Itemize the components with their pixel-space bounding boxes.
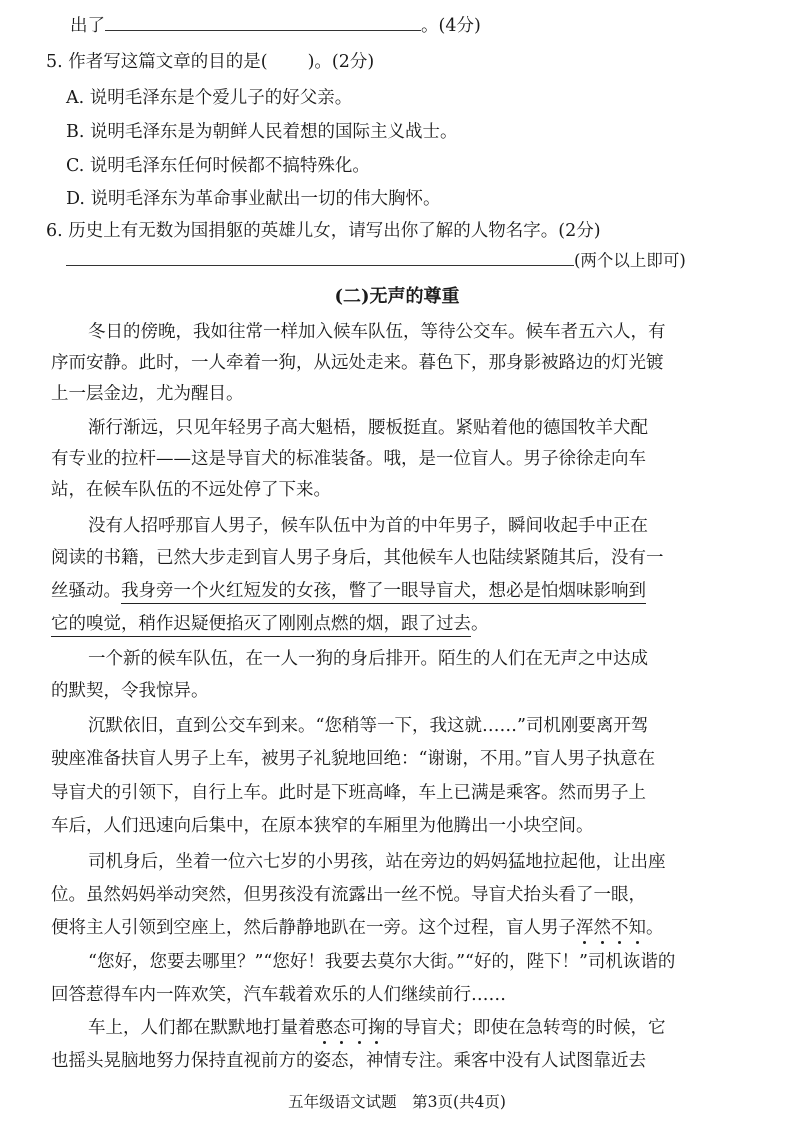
p7-line-2: 回答惹得车内一阵欢笑，汽车载着欢乐的人们继续前行……: [51, 985, 506, 1005]
p6-line-1: 司机身后，坐着一位六七岁的小男孩，站在旁边的妈妈猛地拉起他，让出座: [88, 852, 666, 872]
q6-note: (两个以上即可): [574, 251, 686, 270]
q6-answer-blank[interactable]: [66, 249, 574, 266]
p8-line-1: 车上，人们都在默默地打量着憨态可掬的导盲犬；即使在急转弯的时候，它: [88, 1018, 666, 1038]
q6-stem: 6. 历史上有无数为国捐躯的英雄儿女，请写出你了解的人物名字。(2分): [46, 221, 601, 241]
p1-line-1: 冬日的傍晚，我如往常一样加入候车队伍，等待公交车。候车者五六人，有: [88, 322, 666, 342]
p1-line-3: 上一层金边，尤为醒目。: [51, 384, 244, 404]
p5-line-1: 沉默依旧，直到公交车到来。“您稍等一下，我这就……”司机刚要离开驾: [88, 716, 649, 736]
emphasis-dotted-word: 浑然不知: [576, 918, 646, 938]
p2-line-1: 渐行渐远，只见年轻男子高大魁梧，腰板挺直。紧贴着他的德国牧羊犬配: [88, 418, 648, 438]
q5-option-b: B. 说明毛泽东是为朝鲜人民着想的国际主义战士。: [66, 122, 458, 142]
underlined-sentence: 我身旁一个火红短发的女孩，瞥了一眼导盲犬，想必是怕烟味影响到: [121, 581, 646, 604]
p5-line-4: 车后，人们迅速向后集中，在原本狭窄的车厢里为他腾出一小块空间。: [51, 816, 594, 836]
p3-line-4: 它的嗅觉，稍作迟疑便掐灭了刚刚点燃的烟，跟了过去。: [51, 612, 489, 636]
p5-line-2: 驶座准备扶盲人男子上车，被男子礼貌地回绝：“谢谢，不用。”盲人男子执意在: [51, 749, 656, 769]
p2-line-3: 站，在候车队伍的不远处停了下来。: [51, 480, 331, 500]
page-footer: 五年级语文试题 第3页(共4页): [288, 1093, 506, 1111]
p3-line-2: 阅读的书籍，已然大步走到盲人男子身后，其他候车人也陆续紧随其后，没有一: [51, 548, 664, 568]
q4-tail-text: 出了: [70, 16, 105, 36]
p8-line-2: 也摇头晃脑地努力保持直视前方的姿态，神情专注。乘客中没有人试图靠近去: [51, 1051, 646, 1071]
p7-line-1: “您好，您要去哪里？”“您好！我要去莫尔大街。”“好的，陛下！”司机诙谐的: [88, 952, 676, 972]
p2-line-2: 有专业的拉杆——这是导盲犬的标准装备。哦，是一位盲人。男子徐徐走向车: [51, 449, 646, 469]
p4-line-2: 的默契，令我惊异。: [51, 681, 209, 701]
underlined-sentence-cont: 它的嗅觉，稍作迟疑便掐灭了刚刚点燃的烟，跟了过去: [51, 614, 471, 637]
p1-line-2: 序而安静。此时，一人牵着一狗，从远处走来。暮色下，那身影被路边的灯光镀: [51, 353, 664, 373]
q5-option-d: D. 说明毛泽东为革命事业献出一切的伟大胸怀。: [66, 189, 441, 209]
passage-title: (二)无声的尊重: [334, 286, 460, 307]
p3-line-1: 没有人招呼那盲人男子，候车队伍中为首的中年男子，瞬间收起手中正在: [88, 516, 648, 536]
q6-answer-line: [66, 249, 686, 273]
q5-option-c: C. 说明毛泽东任何时候都不搞特殊化。: [66, 156, 370, 176]
emphasis-dotted-word: 憨态可掬: [315, 1018, 386, 1038]
p4-line-1: 一个新的候车队伍，在一人一狗的身后排开。陌生的人们在无声之中达成: [88, 649, 648, 669]
q4-answer-line: [70, 14, 481, 38]
q4-answer-blank[interactable]: [105, 14, 421, 31]
q5-option-a: A. 说明毛泽东是个爱儿子的好父亲。: [66, 88, 353, 108]
p6-line-3: 便将主人引领到空座上，然后静静地趴在一旁。这个过程，盲人男子浑然不知。: [51, 918, 664, 938]
q5-stem: 5. 作者写这篇文章的目的是( )。(2分): [46, 52, 375, 72]
p5-line-3: 导盲犬的引领下，自行上车。此时是下班高峰，车上已满是乘客。然而男子上: [51, 783, 646, 803]
q4-score: 。(4分): [421, 16, 481, 36]
p6-line-2: 位。虽然妈妈举动突然，但男孩没有流露出一丝不悦。导盲犬抬头看了一眼，: [51, 885, 646, 905]
p3-line-3: 丝骚动。我身旁一个火红短发的女孩，瞥了一眼导盲犬，想必是怕烟味影响到: [51, 579, 646, 603]
